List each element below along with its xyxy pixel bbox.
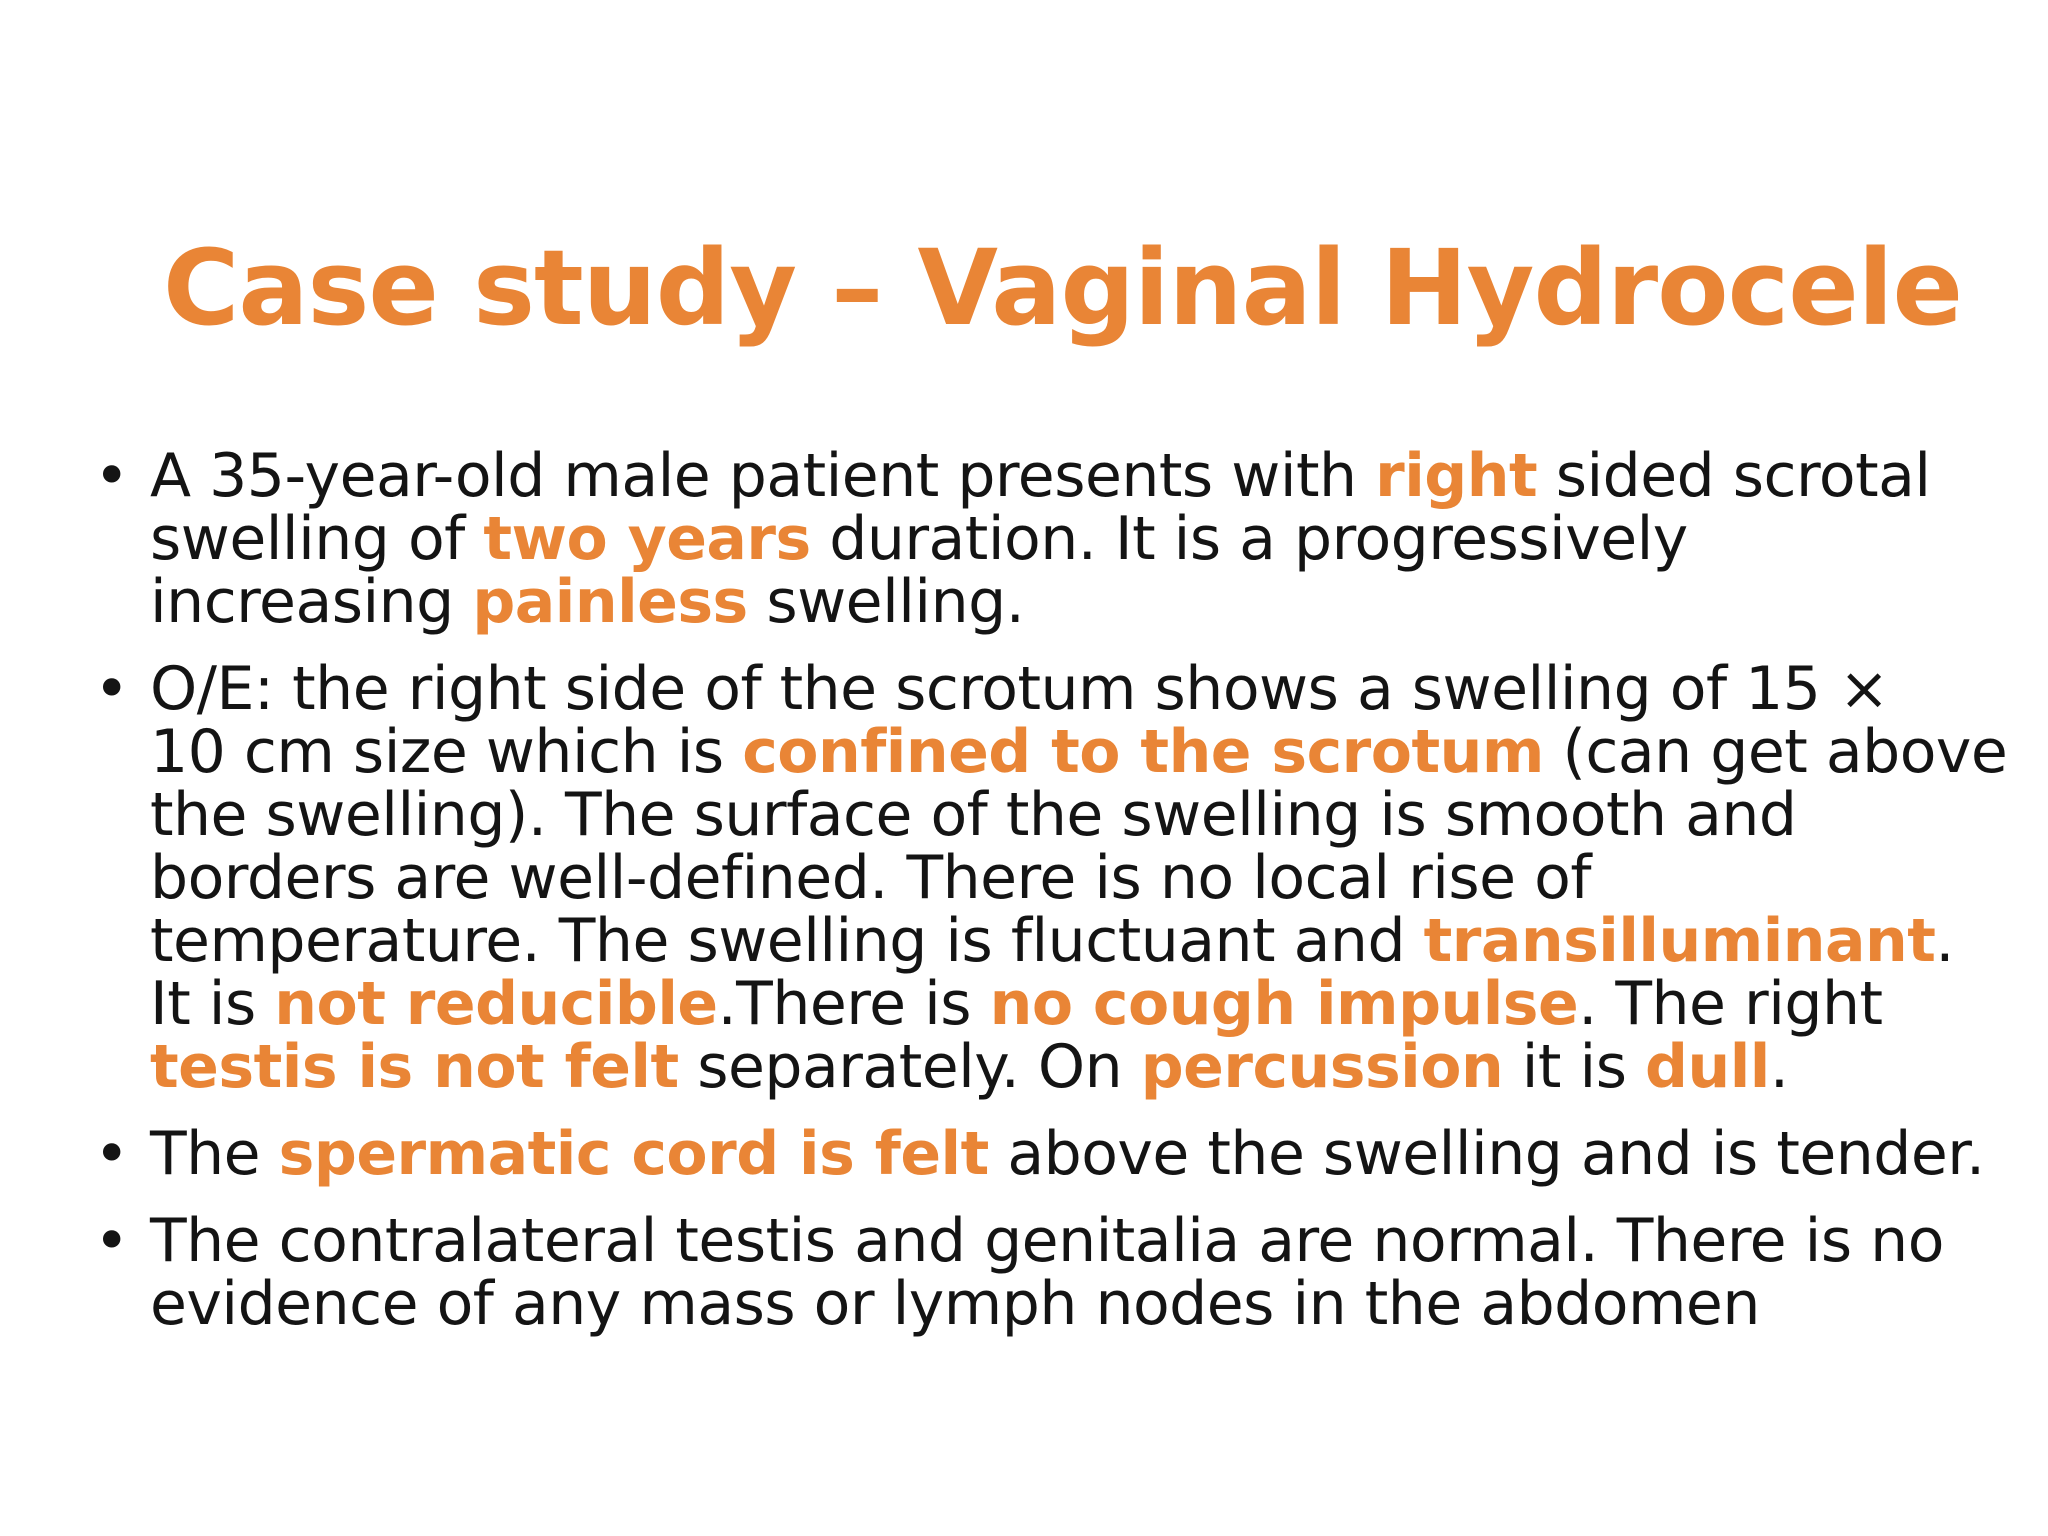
text-line (150, 654, 1994, 724)
text-run: above the swelling and is tender. (988, 1119, 1985, 1189)
text-run: evidence of any mass or lymph nodes in the abdomen (150, 1269, 1760, 1339)
text-run: .There is (717, 969, 990, 1039)
text-line (150, 1119, 1994, 1189)
text-run: temperature. The swelling is fluctuant and (150, 906, 1424, 976)
highlight-run: confined to the scrotum (742, 717, 1544, 787)
text-run: . (1769, 1032, 1789, 1102)
bullet-item (94, 441, 1994, 637)
text-line (150, 504, 1994, 574)
slide-title: Case study – Vaginal Hydrocele (163, 227, 1962, 349)
text-line (150, 843, 1994, 913)
highlight-run: dull (1645, 1032, 1770, 1102)
text-run: It is (150, 969, 275, 1039)
highlight-run: percussion (1140, 1032, 1504, 1102)
bullet-dot: • (94, 1206, 129, 1276)
text-run: O/E: the right side of the scrotum shows a swelling of 15 × (150, 654, 1889, 724)
highlight-run: right (1375, 441, 1538, 511)
text-run: The (150, 1119, 279, 1189)
bullet-dot: • (94, 654, 129, 724)
text-line (150, 1032, 1994, 1102)
text-run: (can get above (1543, 717, 2008, 787)
text-run: duration. It is a progressively (810, 504, 1688, 574)
text-run: sided scrotal (1537, 441, 1931, 511)
text-run: the swelling). The surface of the swelling is smooth and (150, 780, 1797, 850)
text-run: swelling of (150, 504, 484, 574)
text-run: 10 cm size which is (150, 717, 743, 787)
text-run: swelling. (747, 567, 1025, 637)
text-run: A 35-year-old male patient presents with (150, 441, 1376, 511)
text-run: borders are well-defined. There is no local rise of (150, 843, 1591, 913)
text-run: . The right (1578, 969, 1883, 1039)
bullet-item (94, 1206, 1994, 1339)
text-line (150, 567, 1994, 637)
highlight-run: spermatic cord is felt (278, 1119, 989, 1189)
text-run: The contralateral testis and genitalia are normal. There is no (150, 1206, 1944, 1276)
text-line (150, 1206, 1994, 1276)
text-line (150, 717, 2008, 787)
text-line (150, 441, 1994, 511)
highlight-run: no cough impulse (989, 969, 1579, 1039)
text-run: it is (1503, 1032, 1646, 1102)
bullet-dot: • (94, 1119, 129, 1189)
text-run: . (1935, 906, 1954, 976)
bullet-list (94, 441, 2008, 1339)
highlight-run: painless (472, 567, 748, 637)
bullet-item (94, 1119, 1994, 1189)
bullet-item (94, 654, 2008, 1102)
bullet-dot: • (94, 441, 129, 511)
highlight-run: transilluminant (1423, 906, 1936, 976)
text-line (150, 1269, 1994, 1339)
text-line (150, 906, 1994, 976)
text-run: separately. On (678, 1032, 1141, 1102)
highlight-run: not reducible (274, 969, 718, 1039)
text-run: increasing (150, 567, 473, 637)
highlight-run: testis is not felt (150, 1032, 679, 1102)
text-line (150, 969, 1994, 1039)
highlight-run: two years (483, 504, 811, 574)
text-line (150, 780, 1994, 850)
